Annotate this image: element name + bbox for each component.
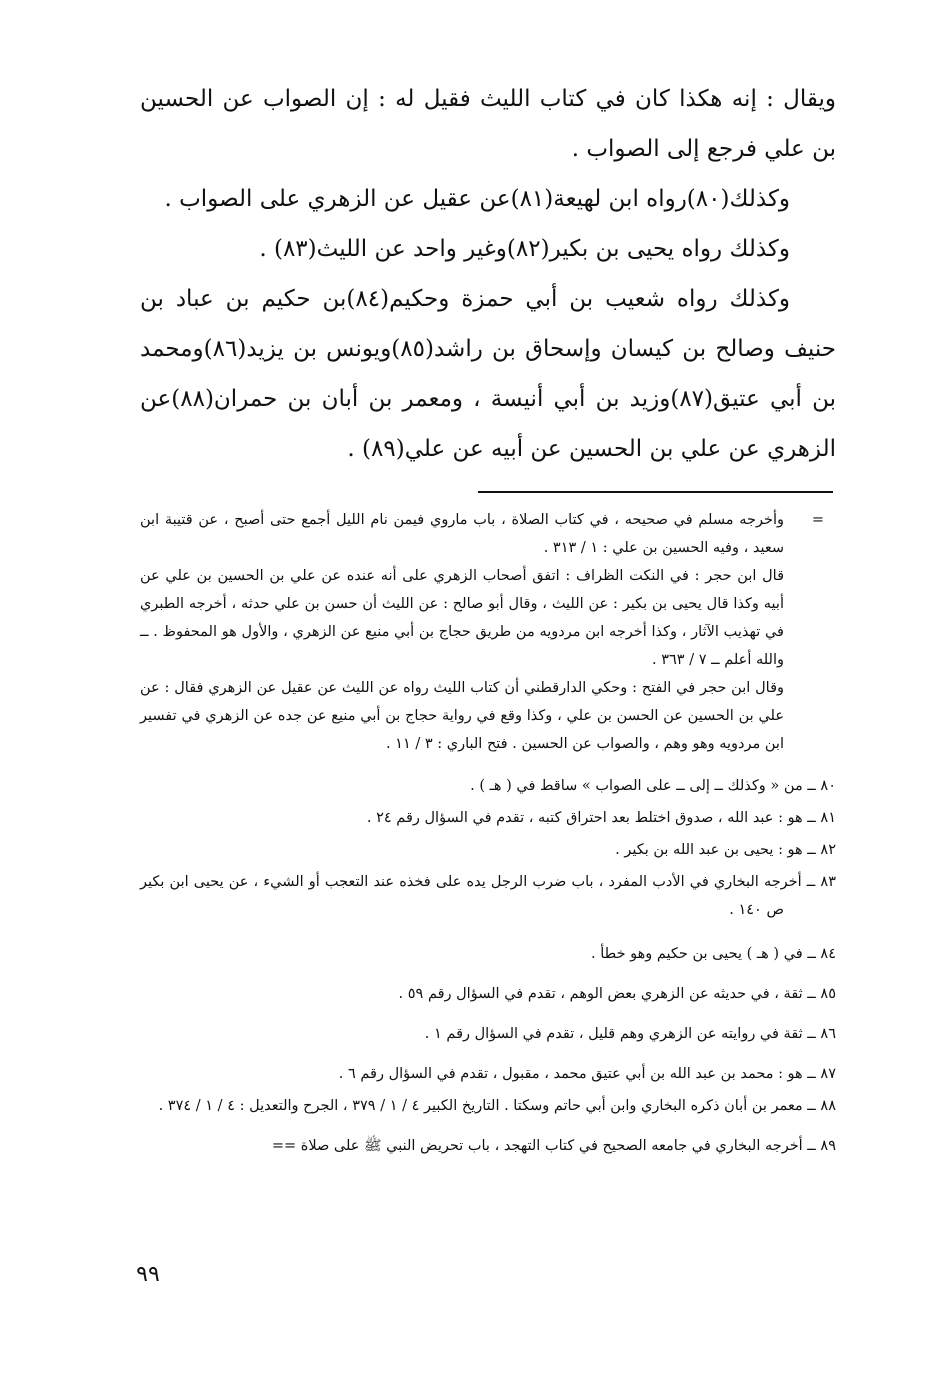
footnote-87: ٨٧ ــ هو : محمد بن عبد الله بن أبي عتيق محمد ، مقبول ، تقدم في السؤال رقم ٦ . (338, 1066, 836, 1082)
footnote-82: ٨٢ ــ هو : يحيى بن عبد الله بن بكير . (615, 842, 836, 858)
footnote-86: ٨٦ ــ ثقة في روايته عن الزهري وهم قليل ، تقدم في السؤال رقم ١ . (424, 1026, 836, 1042)
main-paragraph: وكذلك رواه شعيب بن أبي حمزة وحكيم(٨٤)بن حكيم بن عباد بن حنيف وصالح بن كيسان وإسحاق بن راشد(٨٥)ويونس بن يزيد(٨٦)ومحمد بن أبي عتيق(٨٧)وزيد بن أبي أنيسة ، ومعمر بن أبان بن حمران(٨٨)عن الزهري عن علي بن الحسين عن أبيه عن علي(٨٩) . (140, 286, 836, 462)
footnote-83: ٨٣ ــ أخرجه البخاري في الأدب المفرد ، باب ضرب الرجل يده على فخذه عند التعجب أو الشيء ، عن يحيى ابن بكير ص ١٤٠ . (140, 874, 836, 918)
footnote-85: ٨٥ ــ ثقة ، في حديثه عن الزهري بعض الوهم ، تقدم في السؤال رقم ٥٩ . (398, 986, 836, 1002)
footnote-paragraph: قال ابن حجر : في النكت الظراف : اتفق أصحاب الزهري على أنه عنده عن علي بن الحسين بن علي عن أبيه وكذا قال يحيى بن بكير : عن الليث ، وقال أبو صالح : عن الليث أن حسن بن علي حدثه ، أخرجه الطبري في تهذيب الآثار ، وكذا أخرجه ابن مردويه من طريق حجاج بن أبي منيع عن الزهري ، والأول هو المحفوظ . ــ والله أعلم ــ ٧ / ٣٦٣ . (140, 568, 784, 668)
footnote-89: ٨٩ ــ أخرجه البخاري في جامعه الصحيح في كتاب التهجد ، باب تحريض النبي ﷺ على صلاة == (271, 1138, 836, 1154)
main-paragraph: وكذلك رواه يحيى بن بكير(٨٢)وغير واحد عن الليث(٨٣) . (259, 236, 790, 262)
page-number: ٩٩ (136, 1262, 160, 1287)
footnote-84: ٨٤ ــ في ( هـ ) يحيى بن حكيم وهو خطأ . (591, 946, 836, 962)
footnote-paragraph: وأخرجه مسلم في صحيحه ، في كتاب الصلاة ، باب ماروي فيمن نام الليل أجمع حتى أصبح ، عن قتيبة ابن سعيد ، وفيه الحسين بن علي : ١ / ٣١٣ . (140, 512, 784, 556)
footnote-88: ٨٨ ــ معمر بن أبان ذكره البخاري وابن أبي حاتم وسكتا . التاريخ الكبير ٤ / ١ / ٣٧٩ ، الجرح والتعديل : ٤ / ١ / ٣٧٤ . (158, 1098, 836, 1114)
continuation-mark: = (811, 512, 824, 528)
footnote-81: ٨١ ــ هو : عبد الله ، صدوق اختلط بعد احتراق كتبه ، تقدم في السؤال رقم ٢٤ . (366, 810, 836, 826)
footnote-divider (478, 491, 833, 493)
footnotes (140, 506, 836, 1160)
main-paragraph: وكذلك(٨٠)رواه ابن لهيعة(٨١)عن عقيل عن الزهري على الصواب . (164, 186, 790, 212)
footnote-paragraph: وقال ابن حجر في الفتح : وحكي الدارقطني أن كتاب الليث رواه عن الليث عن عقيل عن الزهري فقال : عن علي بن الحسين عن الحسن بن علي ، وكذا وقع في رواية حجاج بن أبي منيع عن جده عن الزهري في تفسير ابن مردويه وهو وهم ، والصواب عن الحسين . فتح الباري : ٣ / ١١ . (140, 680, 784, 752)
main-paragraph: ويقال : إنه هكذا كان في كتاب الليث فقيل له : إن الصواب عن الحسين بن علي فرجع إلى الصواب . (140, 86, 836, 162)
main-text (140, 74, 836, 474)
footnote-80: ٨٠ ــ من « وكذلك ــ إلى ــ على الصواب » ساقط في ( هـ ) . (470, 778, 836, 794)
footnote-continuation (140, 506, 836, 758)
